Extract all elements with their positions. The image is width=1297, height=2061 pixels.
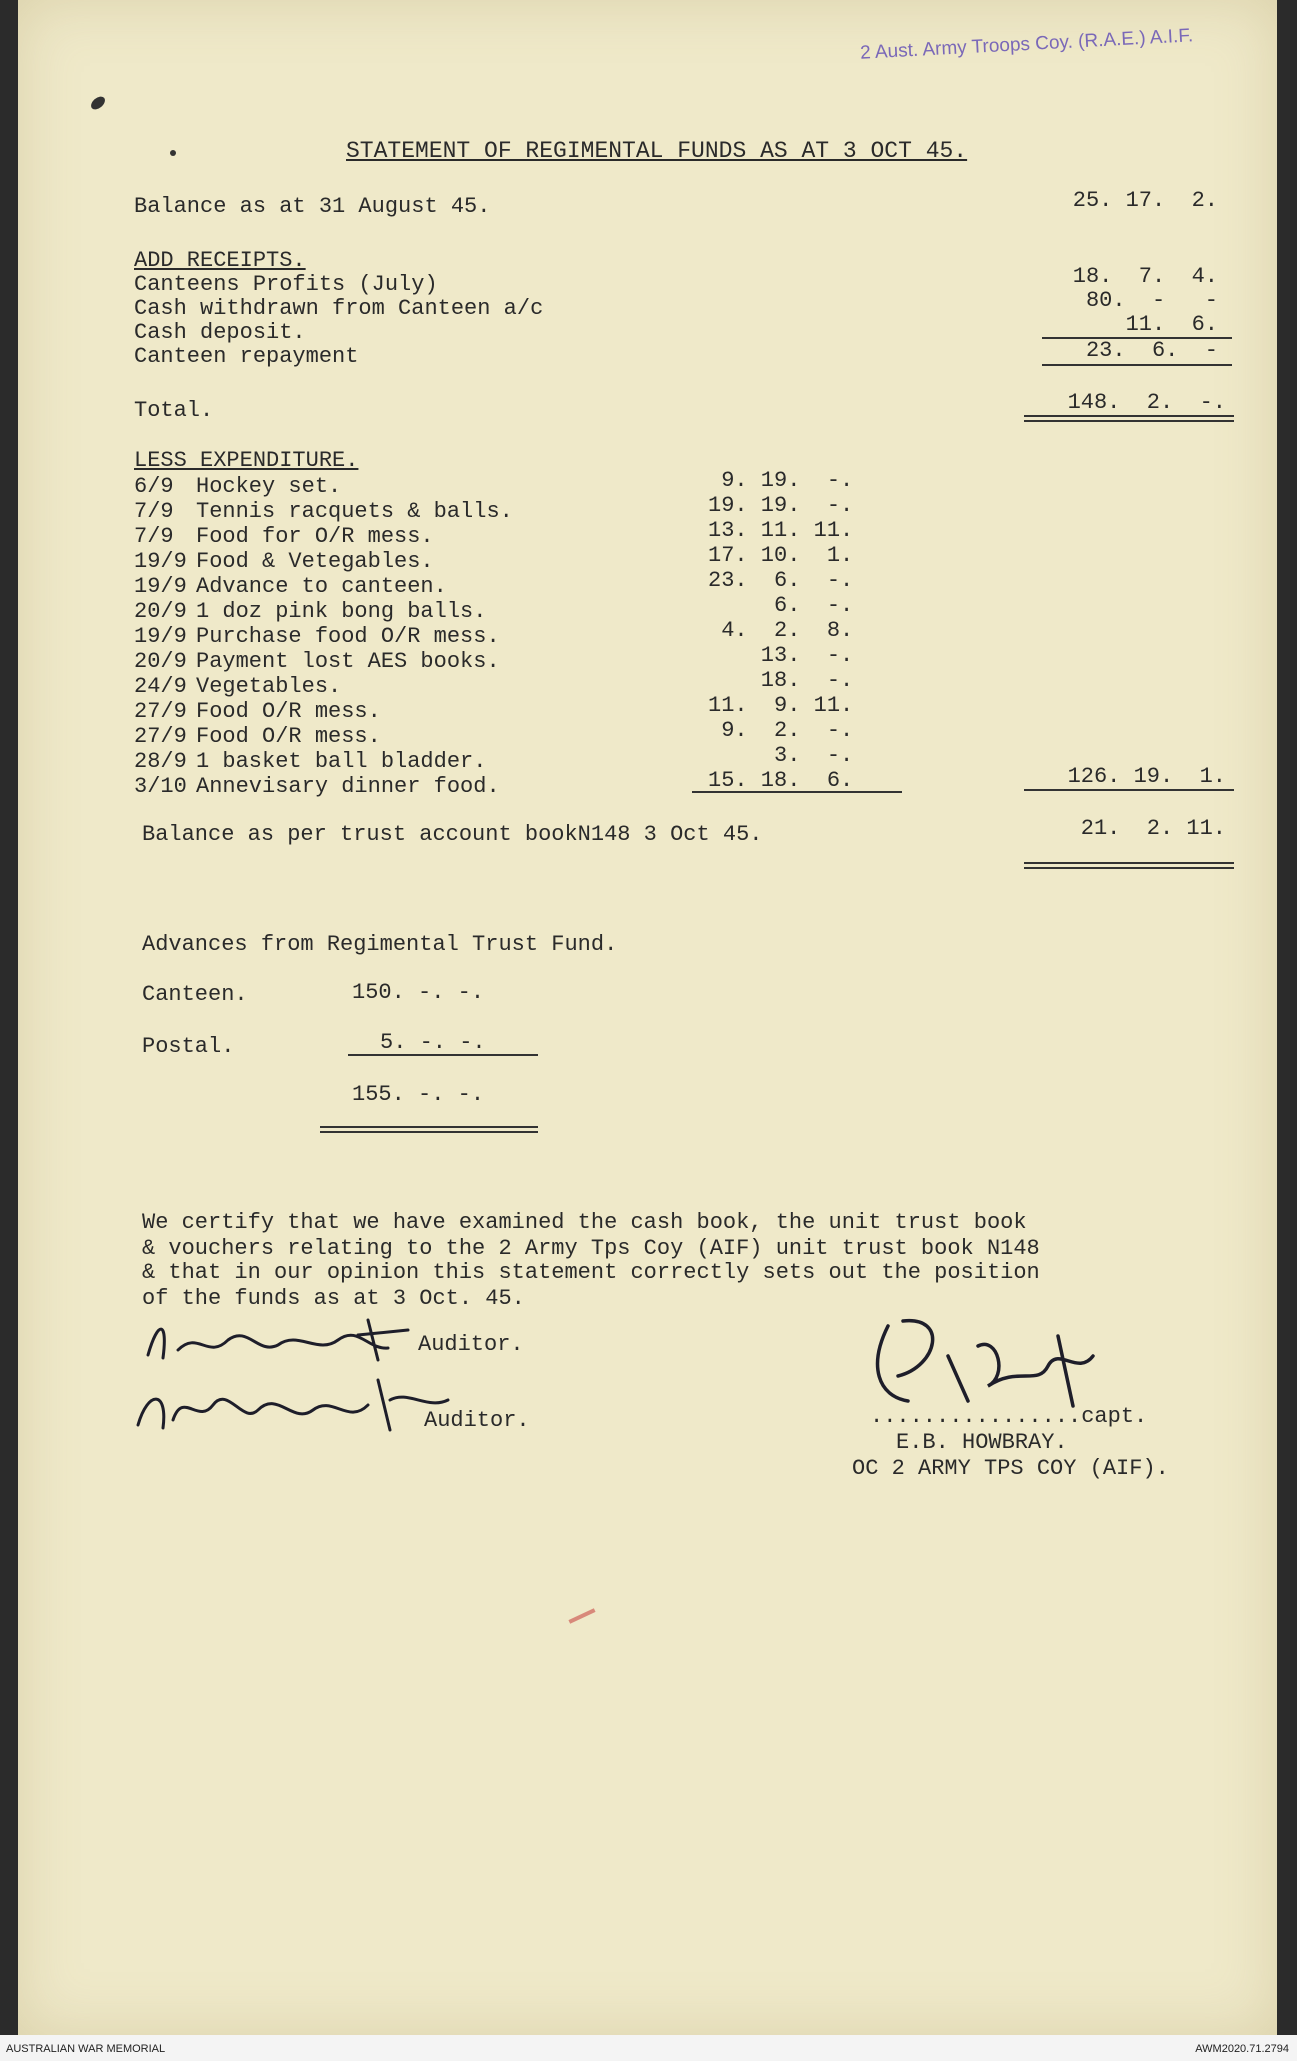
expense-label: Hockey set.	[196, 474, 342, 499]
expense-date: 27/9	[134, 699, 187, 724]
expense-date: 27/9	[134, 724, 187, 749]
expense-label: Tennis racquets & balls.	[196, 499, 513, 524]
expense-amount: 17. 10. 1.	[708, 543, 854, 568]
certification-line: & vouchers relating to the 2 Army Tps Coy (AIF) unit trust book N148	[142, 1236, 1040, 1261]
expense-date: 19/9	[134, 574, 187, 599]
expense-amount: 23. 6. -.	[708, 568, 854, 593]
receipt-label: Cash deposit.	[134, 320, 306, 345]
expense-label: Vegetables.	[196, 674, 342, 699]
advance-amount: 5. -. -.	[380, 1030, 486, 1055]
expense-amount: 4. 2. 8.	[708, 618, 854, 643]
expenditure-rule	[692, 791, 902, 793]
expense-label: 1 basket ball bladder.	[196, 749, 487, 774]
expense-date: 20/9	[134, 599, 187, 624]
page-title: STATEMENT OF REGIMENTAL FUNDS AS AT 3 OCT 45.	[346, 138, 968, 164]
receipt-amount: 23. 6. -	[1085, 338, 1218, 363]
expense-label: Payment lost AES books.	[196, 649, 500, 674]
advance-label: Postal.	[142, 1034, 235, 1059]
receipts-rule	[1042, 364, 1232, 366]
red-mark	[568, 1608, 595, 1623]
certification-line: & that in our opinion this statement correctly sets out the position	[142, 1260, 1040, 1285]
advance-label: Canteen.	[142, 982, 248, 1007]
expense-amount: 15. 18. 6.	[708, 768, 854, 793]
opening-balance-label: Balance as at 31 August 45.	[134, 194, 491, 219]
advance-amount: 150. -. -.	[352, 980, 485, 1005]
expense-date: 19/9	[134, 549, 187, 574]
officer-signature	[848, 1306, 1108, 1416]
expense-date: 24/9	[134, 674, 187, 699]
ink-speck	[89, 94, 108, 112]
unit-stamp: 2 Aust. Army Troops Coy. (R.A.E.) A.I.F.	[859, 25, 1194, 64]
auditor-signature	[138, 1310, 438, 1370]
expenditure-total-rule	[1024, 789, 1234, 791]
document-page	[18, 0, 1277, 2035]
officer-name: E.B. HOWBRAY.	[896, 1430, 1068, 1455]
footer-accession: AWM2020.71.2794	[1195, 2043, 1289, 2055]
expense-label: Purchase food O/R mess.	[196, 624, 500, 649]
receipt-amount: 18. 7. 4.	[1072, 264, 1218, 289]
auditor-label: Auditor.	[424, 1408, 530, 1433]
receipt-label: Cash withdrawn from Canteen a/c	[134, 296, 544, 321]
footer-institution: AUSTRALIAN WAR MEMORIAL	[6, 2043, 166, 2055]
expense-date: 7/9	[134, 499, 174, 524]
receipts-total-rule	[1024, 415, 1234, 422]
advances-total-rule	[320, 1126, 538, 1133]
expense-date: 19/9	[134, 624, 187, 649]
receipts-heading: ADD RECEIPTS.	[134, 248, 306, 273]
expense-label: Food O/R mess.	[196, 699, 381, 724]
receipt-amount: 80. - -	[1085, 288, 1218, 313]
expense-label: Food for O/R mess.	[196, 524, 434, 549]
expense-date: 20/9	[134, 649, 187, 674]
expense-amount: 11. 9. 11.	[708, 693, 854, 718]
receipts-total-amount: 148. 2. -.	[1067, 390, 1226, 415]
expense-amount: 9. 19. -.	[708, 468, 854, 493]
expense-amount: 13. 11. 11.	[708, 518, 854, 543]
advances-rule	[348, 1054, 538, 1056]
expenditure-heading: LESS EXPENDITURE.	[134, 448, 359, 473]
expense-amount: 6. -.	[708, 593, 854, 618]
advances-total: 155. -. -.	[352, 1082, 485, 1107]
auditor-signature	[128, 1370, 458, 1440]
closing-balance-amount: 21. 2. 11.	[1080, 816, 1226, 841]
archive-footer	[0, 2035, 1297, 2061]
receipts-total-label: Total.	[134, 398, 214, 423]
certification-line: of the funds as at 3 Oct. 45.	[142, 1286, 525, 1311]
expense-label: Annevisary dinner food.	[196, 774, 500, 799]
receipt-label: Canteen repayment	[134, 344, 359, 369]
expense-label: Food & Vetegables.	[196, 549, 434, 574]
officer-unit: OC 2 ARMY TPS COY (AIF).	[852, 1456, 1169, 1481]
expense-amount: 13. -.	[708, 643, 854, 668]
closing-balance-rule	[1024, 862, 1234, 869]
expense-amount: 18. -.	[708, 668, 854, 693]
officer-signature-line: ................capt.	[870, 1404, 1148, 1429]
closing-balance-label: Balance as per trust account bookN148 3 Oct 45.	[142, 822, 763, 847]
expense-amount: 9. 2. -.	[708, 718, 854, 743]
receipt-label: Canteens Profits (July)	[134, 272, 438, 297]
expense-label: 1 doz pink bong balls.	[196, 599, 487, 624]
expense-date: 28/9	[134, 749, 187, 774]
opening-balance-amount: 25. 17. 2.	[1072, 188, 1218, 213]
expense-date: 6/9	[134, 474, 174, 499]
auditor-label: Auditor.	[418, 1332, 524, 1357]
expense-date: 3/10	[134, 774, 187, 799]
certification-line: We certify that we have examined the cash book, the unit trust book	[142, 1210, 1027, 1235]
expense-label: Food O/R mess.	[196, 724, 381, 749]
expense-amount: 19. 19. -.	[708, 493, 854, 518]
expenditure-total-amount: 126. 19. 1.	[1067, 764, 1226, 789]
expense-label: Advance to canteen.	[196, 574, 447, 599]
ink-speck	[170, 150, 176, 156]
advances-heading: Advances from Regimental Trust Fund.	[142, 932, 618, 957]
expense-date: 7/9	[134, 524, 174, 549]
receipt-amount: 11. 6.	[1125, 312, 1218, 337]
expense-amount: 3. -.	[708, 743, 854, 768]
